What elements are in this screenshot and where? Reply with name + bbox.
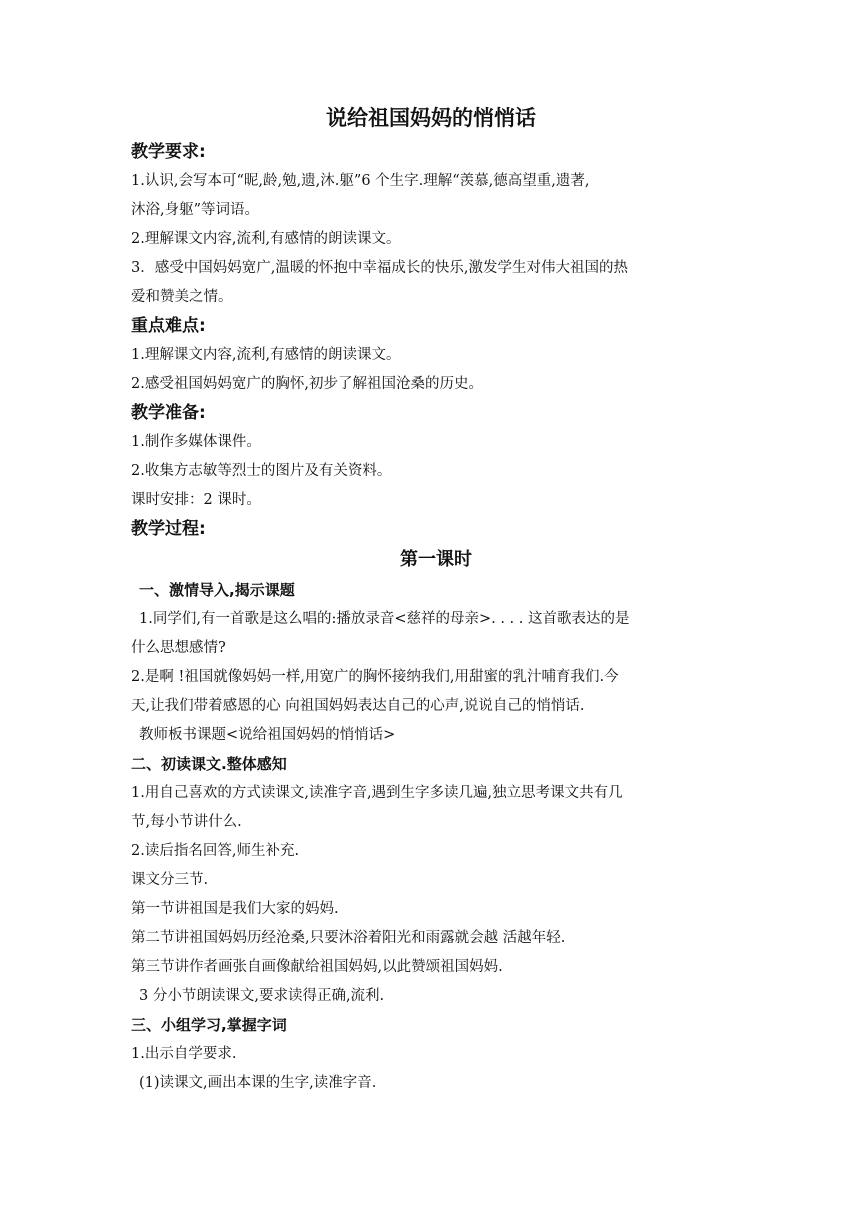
section-line: 1.同学们,有一首歌是这么唱的:播放录音<慈祥的母亲>. . . . 这首歌表达的是 [139,611,630,627]
section-line: 节,每小节讲什么. [131,814,242,830]
section-line: 教师板书课题<说给祖国妈妈的悄悄话> [139,727,396,743]
section-line: 1.出示自学要求. [131,1046,237,1062]
key-points-line: 1.理解课文内容,流利,有感情的朗读课文。 [131,347,401,363]
requirements-heading: 教学要求: [131,142,206,162]
preparation-line: 1.制作多媒体课件。 [131,434,261,450]
section-heading: 二、初读课文.整体感知 [131,755,287,773]
key-points-heading: 重点难点: [131,316,206,336]
section-line: 1.用自己喜欢的方式读课文,读准字音,遇到生字多读几遍,独立思考课文共有几 [131,785,623,801]
section-line: 第一节讲祖国是我们大家的妈妈. [131,901,339,917]
requirements-line: 爱和赞美之情。 [131,289,233,305]
process-heading: 教学过程: [131,519,206,539]
section-heading: 三、小组学习,掌握字词 [131,1016,287,1034]
section-line: 3 分小节朗读课文,要求读得正确,流利. [139,988,385,1004]
document-title: 说给祖国妈妈的悄悄话 [326,106,536,130]
section-line: 第二节讲祖国妈妈历经沧桑,只要沐浴着阳光和雨露就会越 活越年轻. [131,930,566,946]
section-line: 什么思想感情? [131,640,226,656]
preparation-line: 2.收集方志敏等烈士的图片及有关资料。 [131,463,392,479]
section-line: 课文分三节. [131,872,209,888]
section-heading: 一、激情导入,揭示课题 [139,581,295,599]
section-line: 第三节讲作者画张自画像献给祖国妈妈,以此赞颂祖国妈妈. [131,959,503,975]
section-line: (1)读课文,画出本课的生字,读准字音. [139,1075,377,1091]
section-line: 天,让我们带着感恩的心 向祖国妈妈表达自己的心声,说说自己的悄悄话. [131,698,585,714]
requirements-line: 3．感受中国妈妈宽广,温暖的怀抱中幸福成长的快乐,激发学生对伟大祖国的热 [131,260,628,276]
key-points-line: 2.感受祖国妈妈宽广的胸怀,初步了解祖国沧桑的历史。 [131,376,483,392]
requirements-line: 1.认识,会写本可“昵,龄,勉,遗,沐.躯”6 个生字.理解“羡慕,德高望重,遗著, [131,173,590,189]
section-line: 2.是啊 !祖国就像妈妈一样,用宽广的胸怀接纳我们,用甜蜜的乳汁哺育我们.今 [131,669,619,685]
document-page [131,98,741,1098]
preparation-heading: 教学准备: [131,403,206,423]
requirements-line: 2.理解课文内容,流利,有感情的朗读课文。 [131,231,401,247]
preparation-line: 课时安排：2 课时。 [131,492,261,508]
lesson-title: 第一课时 [400,549,472,570]
section-line: 2.读后指名回答,师生补充. [131,843,300,859]
requirements-line: 沐浴,身躯”等词语。 [131,202,260,218]
